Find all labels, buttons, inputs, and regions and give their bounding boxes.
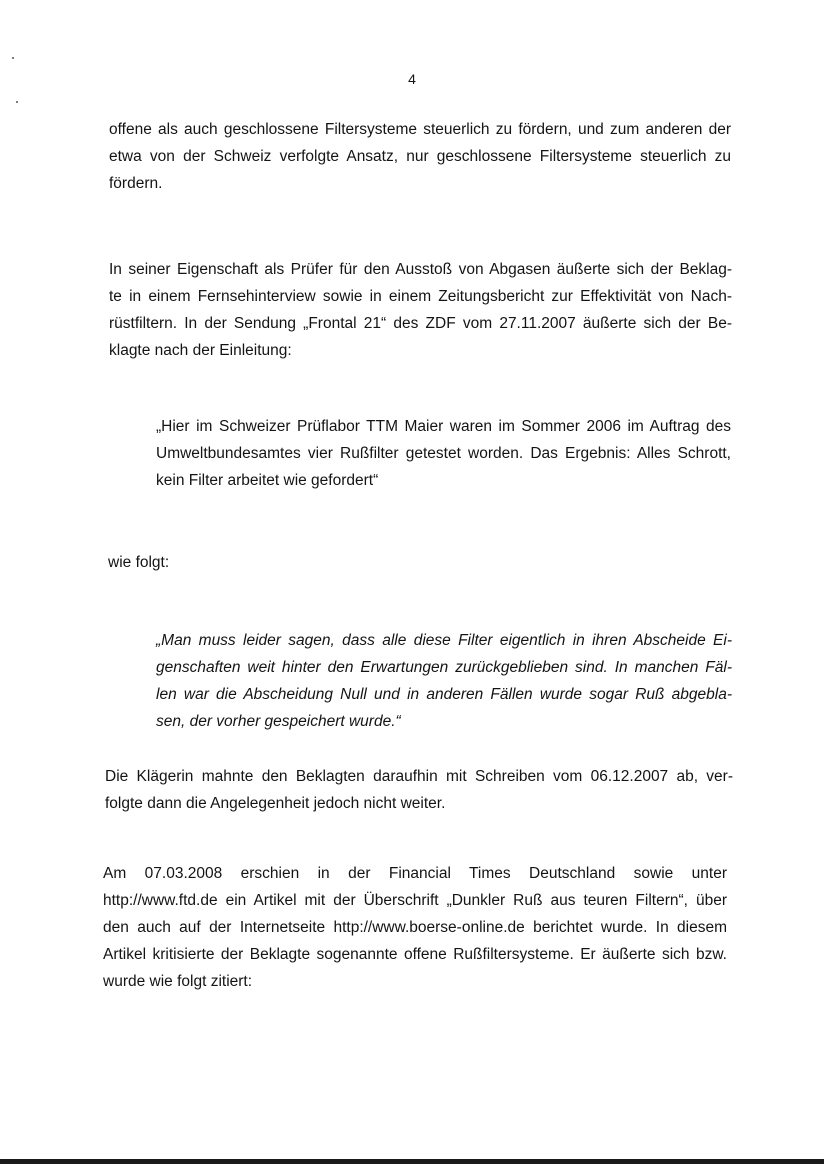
text-line: rüstfiltern. In der Sendung „Frontal 21“ des ZDF vom 27.11.2007 äußerte sich der Be- bbox=[109, 315, 732, 332]
text-line: „Man muss leider sagen, dass alle diese Filter eigentlich in ihren Abscheide Ei- bbox=[156, 632, 732, 649]
text-line: In seiner Eigenschaft als Prüfer für den Ausstoß von Abgasen äußerte sich der Beklag- bbox=[109, 261, 732, 278]
text-line: den auch auf der Internetseite http://www.boerse-online.de berichtet wurde. In diesem bbox=[103, 919, 727, 936]
text-line: Am 07.03.2008 erschien in der Financial Times Deutschland sowie unter bbox=[103, 865, 727, 882]
blockquote-frontal21-intro bbox=[156, 413, 731, 494]
text-line: wurde wie folgt zitiert: bbox=[103, 973, 253, 990]
text-line: wie folgt: bbox=[108, 554, 170, 571]
scan-speck bbox=[12, 57, 14, 59]
text-line: sen, der vorher gespeichert wurde.“ bbox=[156, 713, 401, 730]
text-line: te in einem Fernsehinterview sowie in einem Zeitungsbericht zur Effektivität von Nach- bbox=[109, 288, 732, 305]
text-line: fördern. bbox=[109, 175, 163, 192]
text-line: len war die Abscheidung Null und in anderen Fällen wurde sogar Ruß abgebla- bbox=[156, 686, 732, 703]
paragraph-filter-promotion bbox=[109, 116, 731, 197]
text-line: http://www.ftd.de ein Artikel mit der Überschrift „Dunkler Ruß aus teuren Filtern“, über bbox=[103, 892, 727, 909]
text-line: folgte dann die Angelegenheit jedoch nicht weiter. bbox=[105, 795, 446, 812]
text-line: Die Klägerin mahnte den Beklagten daraufhin mit Schreiben vom 06.12.2007 ab, ver- bbox=[105, 768, 733, 785]
text-line: kein Filter arbeitet wie gefordert“ bbox=[156, 472, 379, 489]
scan-speck bbox=[16, 101, 18, 103]
text-line: offene als auch geschlossene Filtersysteme steuerlich zu fördern, und zum anderen der bbox=[109, 121, 731, 138]
paragraph-as-follows bbox=[108, 549, 408, 576]
blockquote-defendant-quote bbox=[156, 627, 732, 735]
scan-bottom-border bbox=[0, 1159, 824, 1164]
paragraph-warning-letter bbox=[105, 763, 733, 817]
paragraph-defendant-statement bbox=[109, 256, 732, 364]
text-line: etwa von der Schweiz verfolgte Ansatz, nur geschlossene Filtersysteme steuerlich zu bbox=[109, 148, 731, 165]
text-line: klagte nach der Einleitung: bbox=[109, 342, 292, 359]
text-line: Artikel kritisierte der Beklagte sogenannte offene Rußfiltersysteme. Er äußerte sich bzw. bbox=[103, 946, 727, 963]
page-number: 4 bbox=[408, 71, 416, 87]
text-line: genschaften weit hinter den Erwartungen zurückgeblieben sind. In manchen Fäl- bbox=[156, 659, 732, 676]
text-line: „Hier im Schweizer Prüflabor TTM Maier waren im Sommer 2006 im Auftrag des bbox=[156, 418, 731, 435]
text-line: Umweltbundesamtes vier Rußfilter getestet worden. Das Ergebnis: Alles Schrott, bbox=[156, 445, 731, 462]
paragraph-ftd-article bbox=[103, 860, 727, 995]
